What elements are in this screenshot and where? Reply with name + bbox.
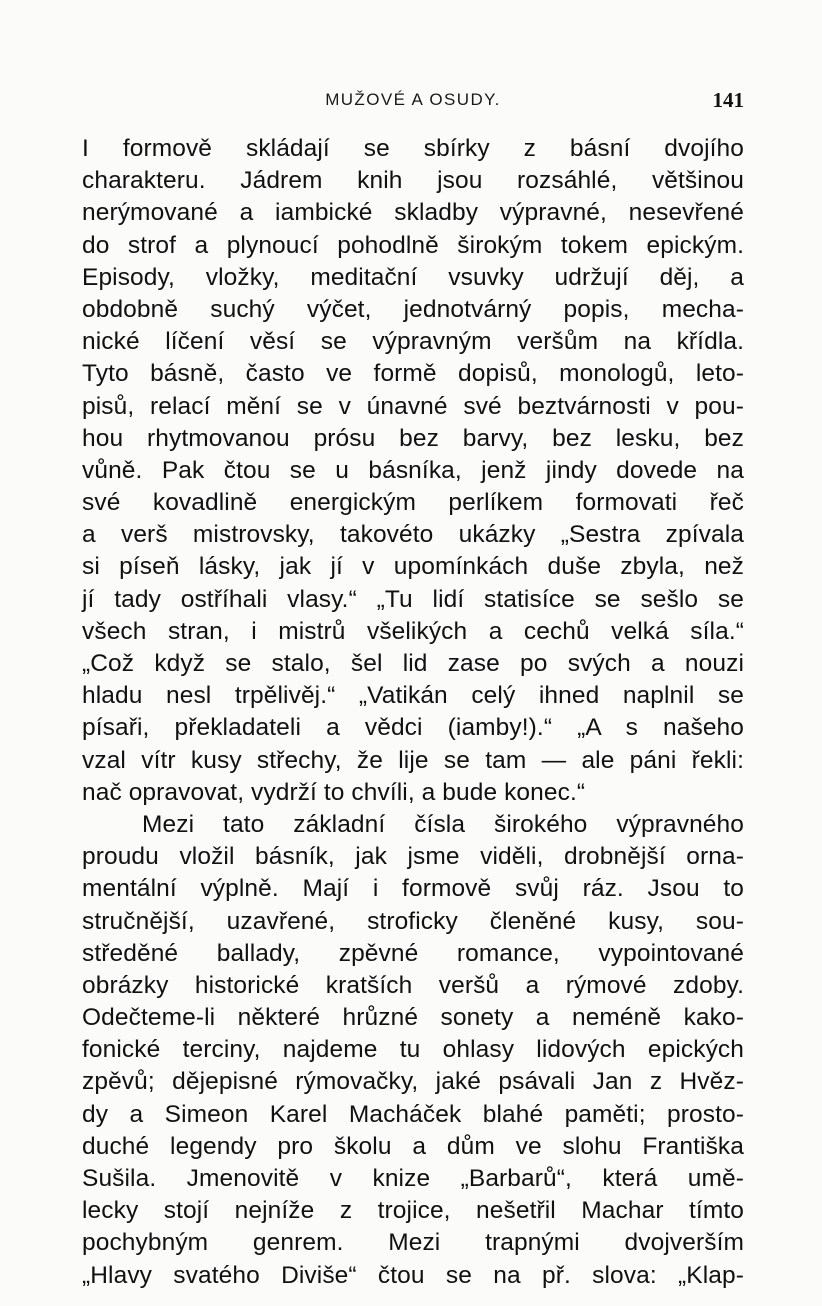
text-line: obrázky historické kratších veršů a rýmové zdoby.	[82, 971, 744, 999]
text-line: I formově skládají se sbírky z básní dvojího	[82, 135, 744, 162]
text-line: Mezi tato základní čísla širokého výpravného	[142, 810, 744, 838]
text-line: obdobně suchý výčet, jednotvárný popis, mecha-	[82, 295, 744, 323]
text-line: si píseň lásky, jak jí v upomínkách duše zbyla, než	[82, 553, 744, 581]
text-line: „Což když se stalo, šel lid zase po svých a nouzi	[82, 650, 744, 677]
text-line: duché legendy pro školu a dům ve slohu Františka	[82, 1132, 744, 1160]
page-number: 141	[712, 88, 744, 112]
text-line: pisů, relací mění se v únavné své beztvárnosti v pou-	[82, 392, 744, 420]
text-line: pochybným genrem. Mezi trapnými dvojverším	[82, 1229, 744, 1257]
text-line: Tyto básně, často ve formě dopisů, monologů, leto-	[82, 360, 744, 388]
text-line: vůně. Pak čtou se u básníka, jenž jindy dovede na	[82, 456, 744, 484]
text-line: stručnější, uzavřené, stroficky členěné kusy, sou-	[82, 907, 744, 935]
text-line: písaři, překladateli a vědci (iamby!).“ „A s našeho	[82, 714, 744, 742]
text-line: dy a Simeon Karel Macháček blahé paměti; prosto-	[82, 1100, 744, 1128]
text-line: vzal vítr kusy střechy, že lije se tam — ale páni řekli:	[82, 746, 744, 774]
text-line: středěné ballady, zpěvné romance, vypointované	[82, 939, 744, 967]
running-head	[82, 88, 744, 118]
text-line: všech stran, i mistrů všelikých a cechů velká síla.“	[82, 617, 744, 645]
text-line: hladu nesl trpělivěj.“ „Vatikán celý ihned naplnil se	[82, 682, 744, 710]
text-line: proudu vložil básník, jak jsme viděli, drobnější orna-	[82, 843, 744, 871]
text-line: fonické terciny, najdeme tu ohlasy lidových epických	[82, 1036, 744, 1064]
text-line: „Hlavy svatého Diviše“ čtou se na př. slova: „Klap-	[82, 1261, 744, 1289]
text-line: charakteru. Jádrem knih jsou rozsáhlé, většinou	[82, 167, 744, 195]
text-line: Odečteme-li některé hrůzné sonety a neméně kako-	[82, 1004, 744, 1032]
text-line: nické líčení věsí se výpravným veršům na křídla.	[82, 328, 744, 356]
text-line: a verš mistrovsky, takovéto ukázky „Sestra zpívala	[82, 521, 744, 549]
text-line: Sušila. Jmenovitě v knize „Barbarů“, která umě-	[82, 1165, 744, 1192]
text-line: zpěvů; dějepisné rýmovačky, jaké psávali Jan z Hvěz-	[82, 1068, 744, 1096]
text-line: mentální výplně. Mají i formově svůj ráz. Jsou to	[82, 875, 744, 903]
text-line: lecky stojí nejníže z trojice, nešetřil Machar tímto	[82, 1197, 744, 1225]
text-line: jí tady ostříhali vlasy.“ „Tu lidí statisíce se sešlo se	[82, 585, 744, 613]
text-line: hou rhytmovanou prósu bez barvy, bez lesku, bez	[82, 424, 744, 452]
text-line: Episody, vložky, meditační vsuvky udržují děj, a	[82, 263, 744, 291]
text-line: nerýmované a iambické skladby výpravné, nesevřené	[82, 199, 744, 227]
text-line: do strof a plynoucí pohodlně širokým tokem epickým.	[82, 231, 744, 259]
running-head-title: MUŽOVÉ A OSUDY.	[325, 90, 501, 109]
text-line: nač opravovat, vydrží to chvíli, a bude konec.“	[82, 778, 586, 806]
body-text	[82, 133, 744, 1292]
text-line: své kovadlině energickým perlíkem formovati řeč	[82, 489, 744, 517]
